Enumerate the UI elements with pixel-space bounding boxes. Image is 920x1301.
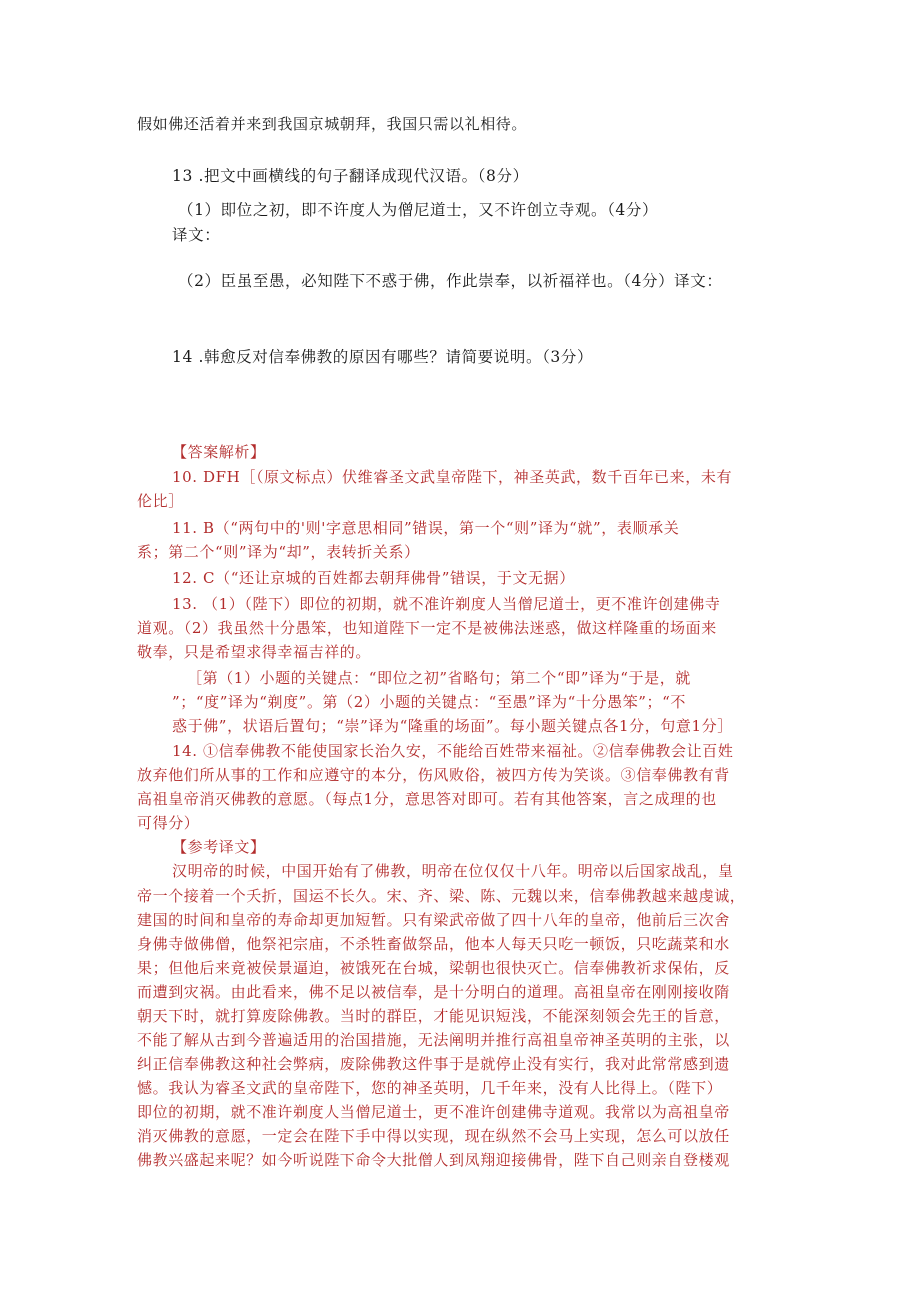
answers-header: 【答案解析】	[172, 443, 266, 461]
answer-13-line: 道观。（2）我虽然十分愚笨，也知道陛下一定不是被佛法迷惑，做这样隆重的场面来	[137, 619, 717, 637]
answer-13-line: 敬奉，只是希望求得幸福吉祥的。	[137, 643, 372, 661]
question-13-title: 13 .把文中画横线的句子翻译成现代汉语。（8分）	[172, 167, 529, 185]
answer-13-note-line: ［第（1）小题的关键点：“即位之初”省略句；第二个“即”译为“于是，就	[187, 669, 691, 687]
answer-11-line: 11. B（“两句中的'则'字意思相同”错误，第一个“则”译为“就”，表顺承关	[172, 519, 680, 537]
translation-line: 消灭佛教的意愿，一定会在陛下手中得以实现，现在纵然不会马上实现，怎么可以放任	[137, 1127, 730, 1145]
answer-14-line: 高祖皇帝消灭佛教的意愿。（每点1分，意思答对即可。若有其他答案，言之成理的也	[137, 790, 717, 808]
translation-line: 身佛寺做佛僧，他祭祀宗庙，不杀牲畜做祭品，他本人每天只吃一顿饭，只吃蔬菜和水	[137, 935, 730, 953]
answer-10-line: 10. DFH［（原文标点）伏维睿圣文武皇帝陛下，神圣英武，数千百年已来，未有	[172, 468, 733, 486]
answer-11-line: 系；第二个“则”译为“却”，表转折关系）	[137, 543, 420, 561]
translation-line: 不能了解从古到今普遍适用的治国措施，无法阐明并推行高祖皇帝神圣英明的主张，以	[137, 1031, 730, 1049]
answer-13-note-line: 惑于佛”，状语后置句；“崇”译为“隆重的场面”。每小题关键点各1分，句意1分］	[172, 717, 733, 735]
answer-14-line: 14. ①信奉佛教不能使国家长治久安，不能给百姓带来福祉。②信奉佛教会让百姓	[172, 742, 734, 760]
answer-13-line: 13. （1）（陛下）即位的初期，就不准许剃度人当僧尼道士，更不准许创建佛寺	[172, 595, 721, 613]
translation-line: 憾。我认为睿圣文武的皇帝陛下，您的神圣英明，几千年来，没有人比得上。（陛下）	[137, 1079, 723, 1097]
question-14-title: 14 .韩愈反对信奉佛教的原因有哪些？请简要说明。（3分）	[172, 348, 594, 366]
translation-line: 纠正信奉佛教这种社会弊病，废除佛教这件事于是就停止没有实行，我对此常常感到遗	[137, 1055, 730, 1073]
translation-line: 果；但他后来竟被侯景逼迫，被饿死在台城，梁朝也很快灭亡。信奉佛教祈求保佑，反	[137, 959, 730, 977]
answer-14-line: 可得分）	[137, 814, 200, 832]
translation-line: 朝天下时，就打算废除佛教。当时的群臣，才能见识短浅，不能深刻领会先王的旨意，	[137, 1007, 730, 1025]
answer-10-line: 伦比］	[137, 492, 184, 510]
question-13-part-1-label: 译文：	[172, 226, 221, 244]
question-13-part-2: （2）臣虽至愚，必知陛下不惑于佛，作此崇奉，以祈福祥也。（4分）译文：	[178, 272, 723, 290]
translation-line: 即位的初期，就不准许剃度人当僧尼道士，更不准许创建佛寺道观。我常以为高祖皇帝	[137, 1103, 730, 1121]
translation-line: 而遭到灾祸。由此看来，佛不足以被信奉，是十分明白的道理。高祖皇帝在刚刚接收隋	[137, 983, 730, 1001]
answer-14-line: 放弃他们所从事的工作和应遵守的本分，伤风败俗，被四方传为笑谈。③信奉佛教有背	[137, 766, 730, 784]
intro-line: 假如佛还活着并来到我国京城朝拜，我国只需以礼相待。	[137, 115, 528, 133]
translation-line: 建国的时间和皇帝的寿命却更加短暂。只有梁武帝做了四十八年的皇帝，他前后三次舍	[137, 911, 730, 929]
translation-line: 佛教兴盛起来呢？如今听说陛下命令大批僧人到凤翔迎接佛骨，陛下自己则亲自登楼观	[137, 1151, 730, 1169]
question-13-part-1: （1）即位之初，即不许度人为僧尼道士，又不许创立寺观。（4分）	[178, 201, 659, 219]
answer-12-line: 12. C（“还让京城的百姓都去朝拜佛骨”错误，于文无据）	[172, 569, 575, 587]
translation-line: 帝一个接着一个夭折，国运不长久。宋、齐、梁、陈、元魏以来，信奉佛教越来越虔诚，	[137, 887, 746, 905]
answer-13-note-line: ”；“度”译为“剃度”。第（2）小题的关键点：“至愚”译为“十分愚笨”；“不	[172, 693, 687, 711]
translation-header: 【参考译文】	[172, 838, 266, 856]
translation-line: 汉明帝的时候，中国开始有了佛教，明帝在位仅仅十八年。明帝以后国家战乱，皇	[172, 862, 734, 880]
